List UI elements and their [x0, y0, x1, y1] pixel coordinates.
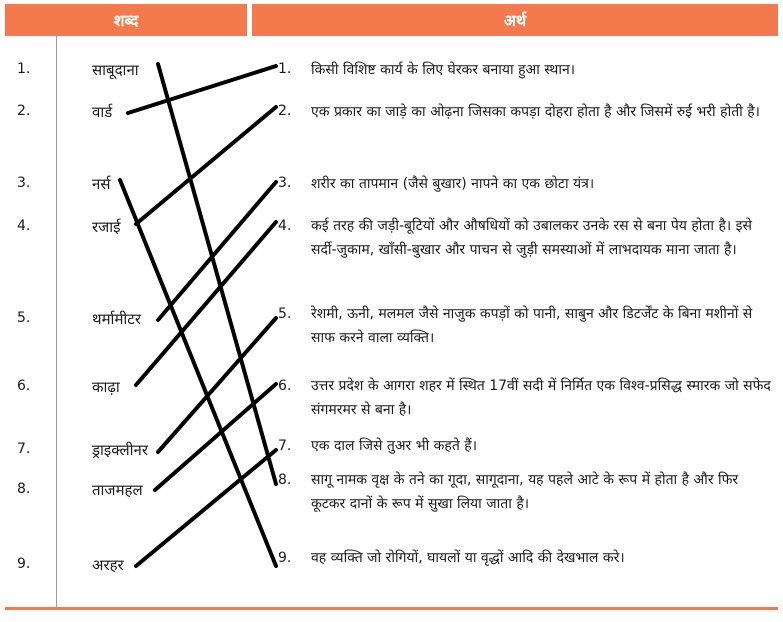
match-line-2-1: [128, 66, 276, 113]
meaning-number-3: 3.: [278, 175, 292, 191]
meaning-number-2: 2.: [278, 103, 292, 119]
match-line-9-7: [136, 450, 276, 566]
word-number-5: 5.: [17, 310, 31, 326]
meaning-number-5: 5.: [278, 306, 292, 322]
meaning-number-6: 6.: [278, 378, 292, 394]
word-number-9: 9.: [17, 556, 31, 572]
header-word: शब्द: [5, 4, 247, 36]
meaning-number-8: 8.: [278, 472, 292, 488]
word-7: ड्राइक्लीनर: [92, 441, 148, 459]
word-5: थर्मामीटर: [92, 310, 141, 328]
meaning-5: रेशमी, ऊनी, मलमल जैसे नाजुक कपड़ों को पानी, साबुन और डिटर्जेंट के बिना मशीनों से साफ करने वाला व्यक्ति।: [311, 306, 753, 346]
word-number-2: 2.: [17, 103, 31, 119]
meaning-3: शरीर का तापमान (जैसे बुखार) नापने का एक छोटा यंत्र।: [311, 176, 595, 192]
word-number-8: 8.: [17, 481, 31, 497]
word-9: अरहर: [92, 556, 124, 574]
word-2: वार्ड: [92, 103, 113, 121]
meaning-number-1: 1.: [278, 61, 292, 77]
header-meaning: अर्थ: [252, 4, 778, 36]
meaning-1: किसी विशिष्ट कार्य के लिए घेरकर बनाया हुआ स्थान।: [311, 62, 576, 78]
meaning-8: सागू नामक वृक्ष के तने का गूदा, सागूदाना, यह पहले आटे के रूप में होता है और फिर कूटकर दानों के रूप में सुखा लिया जाता है।: [311, 472, 739, 512]
meaning-2: एक प्रकार का जाड़े का ओढ़ना जिसका कपड़ा दोहरा होता है और जिसमें रुई भरी होती है।: [311, 104, 760, 120]
word-number-1: 1.: [17, 61, 31, 77]
match-line-5-3: [158, 182, 276, 320]
word-number-4: 4.: [17, 218, 31, 234]
meaning-6: उत्तर प्रदेश के आगरा शहर में स्थित 17वीं सदी में निर्मित एक विश्व-प्रसिद्ध स्मारक जो सफेद संगमरमर से बना है।: [311, 378, 771, 418]
match-line-3-9: [120, 180, 276, 566]
meaning-9: वह व्यक्ति जो रोगियों, घायलों या वृद्धों आदि की देखभाल करे।: [311, 550, 625, 566]
bottom-rule: [5, 607, 778, 610]
word-4: रजाई: [92, 218, 121, 236]
meaning-number-7: 7.: [278, 438, 292, 454]
word-3: नर्स: [92, 175, 111, 193]
meaning-number-9: 9.: [278, 550, 292, 566]
word-number-3: 3.: [17, 175, 31, 191]
word-8: ताजमहल: [92, 481, 143, 499]
word-6: काढ़ा: [92, 378, 120, 396]
meaning-4: कई तरह की जड़ी-बूटियों और औषधियों को उबालकर उनके रस से बना पेय होता है। इसे सर्दी-जुकाम, खाँसी-बुखार और पाचन से जुड़ी समस्याओं में लाभदायक माना जाता है।: [311, 218, 753, 258]
meaning-7: एक दाल जिसे तुअर भी कहते हैं।: [311, 438, 478, 454]
meaning-number-4: 4.: [278, 218, 292, 234]
word-number-6: 6.: [17, 378, 31, 394]
match-line-6-4: [136, 222, 276, 385]
word-1: साबूदाना: [92, 61, 139, 79]
word-number-7: 7.: [17, 441, 31, 457]
